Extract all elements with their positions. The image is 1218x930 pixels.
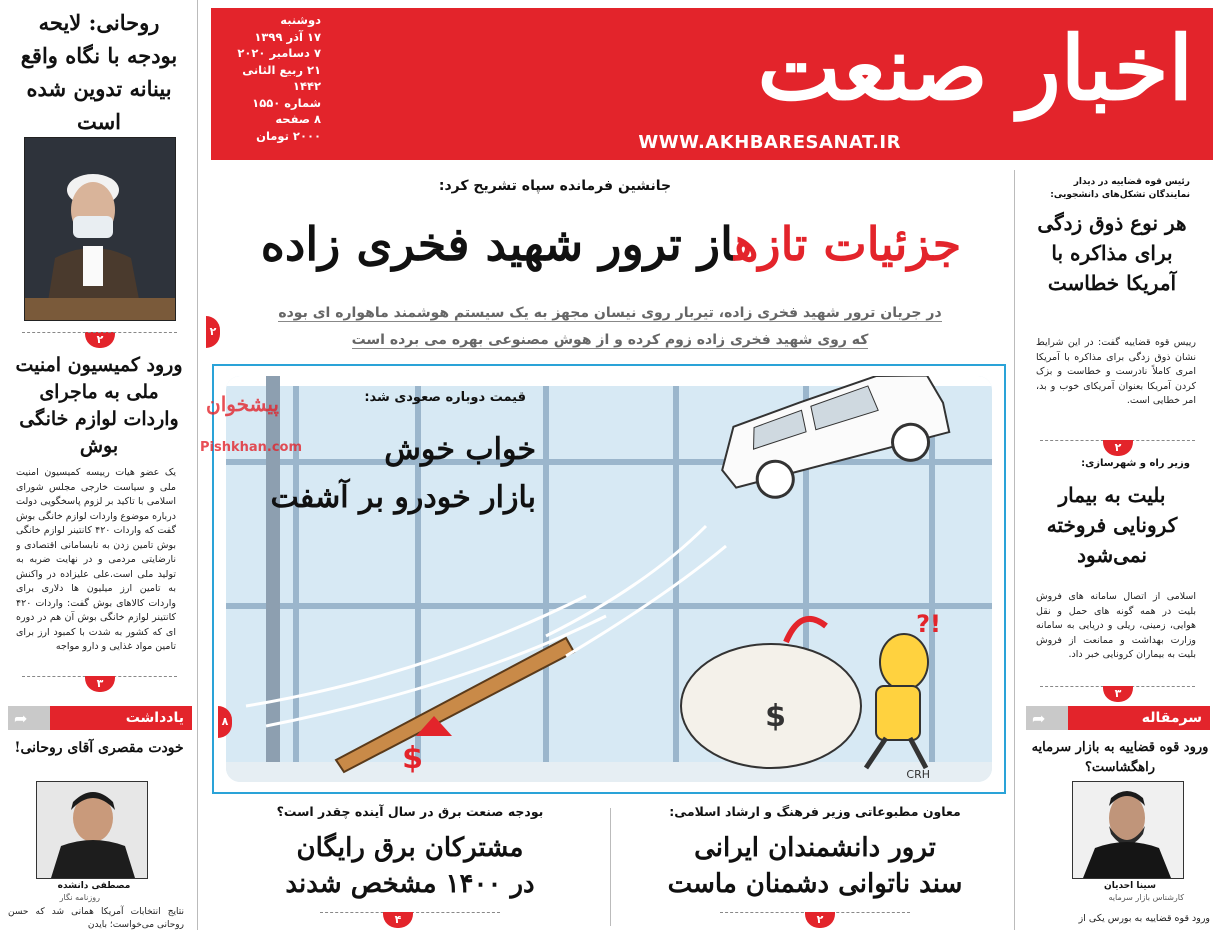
right-story2-page-badge[interactable]: ۳ [1103,686,1133,702]
editorial-author-role: کارشناس بازار سرمایه [1108,893,1184,902]
bottom-story1-page-badge[interactable]: ۴ [383,912,413,928]
bottom-story2-kicker: معاون مطبوعاتی وزیر فرهنگ و ارشاد اسلامی: [669,804,961,819]
bottom-story2-line2: سند ناتوانی دشمنان ماست [667,869,963,899]
divider [22,332,177,333]
bottom-story2-line1: ترور دانشمندان ایرانی [694,833,936,863]
cartoon-page-badge[interactable]: ۸ [218,706,232,738]
share-arrow-icon: ➦ [14,709,28,728]
cartoon-title-line2: بازار خودرو بر آشفت [270,480,536,515]
note-title[interactable]: خودت مقصری آقای روحانی! [14,740,184,756]
main-headline-black: از ترور شهید فخری زاده [260,217,735,271]
bottom-story1-headline[interactable] [220,830,600,902]
pishkhan-watermark-url: Pishkhan.com [200,440,303,455]
left-story1-page-badge[interactable]: ۲ [85,332,115,348]
bottom-story1-line2: در ۱۴۰۰ مشخص شدند [285,869,535,899]
svg-text:$: $ [765,699,786,734]
right-story1-kicker: رئیس قوه قضاییه در دیدار نمایندگان تشکل‌های دانشجویی: [1050,177,1190,200]
editorial-body: ورود قوه قضاییه به بورس یکی از [1078,913,1210,924]
left-story2-body: یک عضو هیات رییسه کمیسیون امنیت ملی و سیاست خارجی مجلس شورای اسلامی با تاکید بر لزوم پاسخگویی دولت درباره موضوع واردات لوازم خانگی بوش گفت که واردات ۴۲۰ کانتینر لوازم خانگی بوش تامین زدن به نابسامانی اقتصادی و نارضایتی مردمی و در نهایت ضربه به تولید ملی است.علی علیزاده در واکنش به تامین ارز میلیون ها دلاری برای واردات کالاهای بوش گفت: واردات ۴۲۰ کانتینر لوازم خانگی بوش آن هم در دوره ای که کشور به شدت با کمبود ارز برای تامین مواد غذایی و دارو مواجه [16,467,176,652]
cartoon-kicker: قیمت دوباره صعودی شد: [364,390,526,405]
bottom-story1-line1: مشترکان برق رایگان [296,833,524,863]
masthead-date-block [211,12,321,144]
main-headline-red: جزئیات تازه [734,217,962,271]
bottom-story1-kicker: بودجه صنعت برق در سال آینده چقدر است؟ [276,804,544,819]
share-arrow-icon: ➦ [1032,709,1046,728]
masthead-website[interactable]: WWW.AKHBARESANAT.IR [638,132,901,153]
masthead-logo: اخبار صنعت [757,16,1193,120]
right-story2-kicker: وزیر راه و شهرسازی: [1081,458,1190,469]
bottom-story2-headline[interactable] [620,830,1010,902]
left-story2-page-badge[interactable]: ۳ [85,676,115,692]
editorial-title[interactable]: ورود قوه قضاییه به بازار سرمایه راهگشاست؟ [1031,740,1209,775]
cartoon-frame [212,364,1006,794]
column-divider-right [1014,170,1015,930]
note-author-photo [36,781,148,879]
right-story2-headline[interactable]: بلیت به بیمار کرونایی فروخته نمی‌شود [1046,483,1178,567]
main-lead-line1: در جریان ترور شهید فخری زاده، تیربار روی نیسان مجهز به یک سیستم هوشمند ماهواره ای بوده [278,305,942,321]
masthead-price: ۲۰۰۰ تومان [256,128,321,143]
main-headline[interactable] [216,214,1006,274]
svg-text:!?: !? [916,610,941,638]
main-lead-line2: که روی شهید فخری زاده زوم کرده و از هوش مصنوعی بهره می برده است [351,332,869,348]
masthead-date-persian: ۱۷ آذر ۱۳۹۹ [254,29,321,44]
rouhani-photo [24,137,176,321]
cartoon-signature: CRH [906,768,930,781]
main-kicker: جانشین فرمانده سپاه تشریح کرد: [438,178,672,194]
left-story2-headline[interactable]: ورود کمیسیون امنیت ملی به ماجرای واردات لوازم خانگی بوش [15,354,183,457]
note-body: نتایج انتخابات آمریکا همانی شد که حسن روحانی می‌خواست؛ بایدن [8,907,184,930]
cartoon-title-line1: خواب خوش [384,432,536,467]
masthead-date-gregorian: ۷ دسامبر ۲۰۲۰ [237,46,321,60]
editorial-header: سرمقاله [1068,706,1210,730]
right-story1-body: رییس قوه قضاییه گفت: در این شرایط نشان ذوق زدگی برای مذاکره با آمریکا امری کاملاً نادرست و خطاست و بزک کردن آمریکا بعنوان آمریکای خوب و بد، امر خطایی است. [1036,337,1196,406]
pishkhan-watermark-logo: پیشخوان [206,392,279,416]
left-story1-headline[interactable]: روحانی: لایحه بودجه با نگاه واقع بینانه تدوین شده است [20,10,178,134]
masthead-date-hijri: ۲۱ ربیع الثانی ۱۴۴۲ [242,62,321,93]
note-header: یادداشت [50,706,192,730]
editorial-author-photo [1072,781,1184,879]
note-author-name: مصطفی دانشده [57,881,131,891]
right-story1-page-badge[interactable]: ۲ [1103,440,1133,456]
bottom-divider [610,808,611,926]
bottom-story2-page-badge[interactable]: ۲ [805,912,835,928]
masthead [211,8,1213,160]
column-divider-left [197,0,198,930]
editorial-author-name: سینا احدیان [1104,881,1156,891]
svg-text:$: $ [402,741,423,776]
right-story1-headline[interactable]: هر نوع ذوق زدگی برای مذاکره با آمریکا خطاست [1037,211,1187,295]
masthead-pages: ۸ صفحه [275,112,321,126]
main-lead [230,300,990,354]
right-story2-body: اسلامی از اتصال سامانه های فروش بلیت در همه گونه های حمل و نقل هوایی، زمینی، ریلی و دریایی به سامانه وزارت بهداشت و ممانعت از فروش بلیت به بیماران کرونایی خبر داد. [1036,591,1196,660]
cartoon-image [226,376,992,782]
masthead-day: دوشنبه [280,13,321,27]
main-page-badge[interactable]: ۲ [206,316,220,348]
cartoon-title [270,426,536,522]
masthead-issue: شماره ۱۵۵۰ [252,95,321,110]
note-author-role: روزنامه نگار [59,893,100,902]
